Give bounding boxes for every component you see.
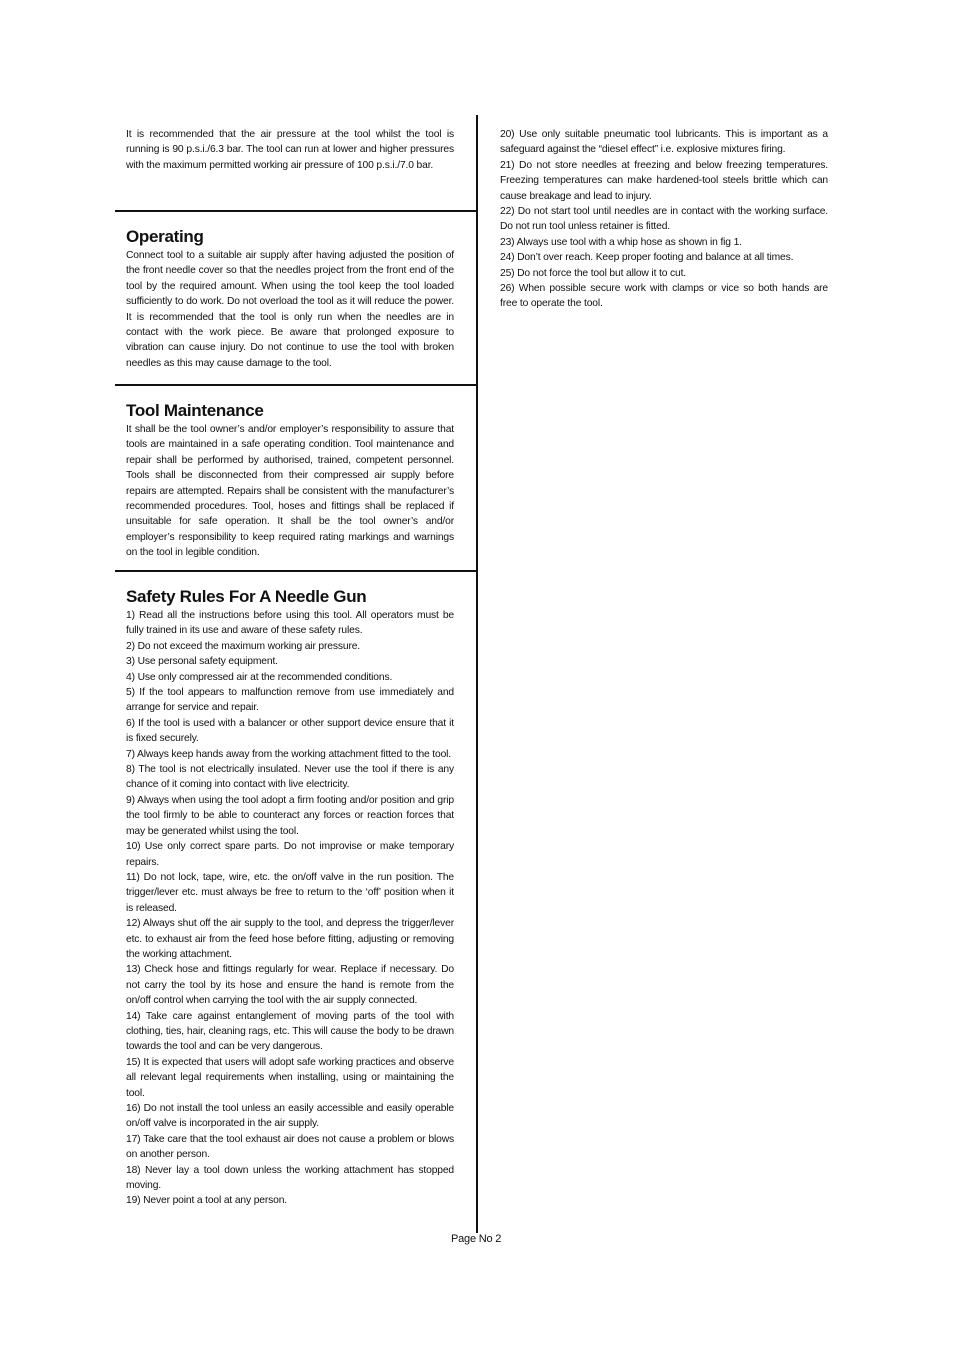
intro-paragraph: It is recommended that the air pressure at the tool whilst the tool is running is 90 p.s.i./6.3 bar. The tool can run at lower and higher pressures with the maximum permitted working air pressure of 100 p.s.i./7.0 bar.	[126, 129, 454, 171]
safety-rule: 5) If the tool appears to malfunction remove from use immediately and arrange for service and repair.	[126, 687, 454, 714]
operating-heading: Operating	[126, 227, 204, 246]
safety-rule: 18) Never lay a tool down unless the working attachment has stopped moving.	[126, 1164, 454, 1192]
safety-rule: 23) Always use tool with a whip hose as shown in fig 1.	[500, 236, 742, 248]
safety-section	[126, 586, 454, 1209]
safety-rule: 16) Do not install the tool unless an easily accessible and easily operable on/off valve is incorporated in the air supply.	[126, 1103, 454, 1130]
page-number: Page No 2	[451, 1233, 502, 1245]
safety-rule: 21) Do not store needles at freezing and below freezing temperatures. Freezing temperatures can make hardened-tool steels brittle which can cause breakage and lead to injury.	[500, 159, 828, 202]
safety-rules-left	[126, 608, 454, 1209]
safety-rule: 6) If the tool is used with a balancer or other support device ensure that it is fixed securely.	[126, 717, 454, 745]
safety-rule: 22) Do not start tool until needles are in contact with the working surface. Do not run tool unless retainer is fitted.	[500, 206, 828, 233]
safety-rule: 11) Do not lock, tape, wire, etc. the on/off valve in the run position. The trigger/lever etc. must always be free to return to the ‘off’ position when it is released.	[126, 871, 454, 914]
maintenance-section	[126, 400, 454, 561]
intro-section	[126, 127, 454, 173]
safety-rule: 17) Take care that the tool exhaust air does not cause a problem or blows on another person.	[126, 1133, 454, 1161]
safety-rules-right	[500, 127, 828, 312]
safety-rule: 7) Always keep hands away from the working attachment fitted to the tool.	[126, 748, 452, 760]
safety-rule: 26) When possible secure work with clamps or vice so both hands are free to operate the tool.	[500, 283, 828, 310]
section-rule-operating	[115, 210, 478, 212]
section-rule-maintenance	[115, 384, 478, 386]
safety-rule: 12) Always shut off the air supply to the tool, and depress the trigger/lever etc. to exhaust air from the feed hose before fitting, adjusting or removing the working attachment.	[126, 918, 454, 960]
safety-rule: 24) Don’t over reach. Keep proper footing and balance at all times.	[500, 252, 794, 264]
safety-rule: 2) Do not exceed the maximum working air pressure.	[126, 640, 361, 652]
safety-rule: 13) Check hose and fittings regularly for wear. Replace if necessary. Do not carry the tool by its hose and ensure the hand is remote from the on/off control when carrying the tool with the air supply connected.	[126, 964, 454, 1007]
maintenance-paragraph: It shall be the tool owner’s and/or employer’s responsibility to assure that tools are maintained in a safe operating condition. Tool maintenance and repair shall be performed by authorised, trained, competent personnel. Tools shall be disconnected from their compressed air supply before repairs are attempted. Repairs shall be consistent with the manufacturer’s recommended procedures. Tool, hoses and fittings shall be replaced if unsuitable for safe operation. It shall be the tool owner’s and/or employer’s responsibility to keep required rating markings and warnings on the tool in legible condition.	[126, 424, 454, 559]
safety-rule: 4) Use only compressed air at the recommended conditions.	[126, 671, 393, 683]
operating-section	[126, 226, 454, 371]
maintenance-heading: Tool Maintenance	[126, 401, 264, 420]
safety-rule: 10) Use only correct spare parts. Do not improvise or make temporary repairs.	[126, 841, 454, 868]
safety-rule: 9) Always when using the tool adopt a firm footing and/or position and grip the tool firmly to be able to counteract any forces or reaction forces that may be generated whilst using the tool.	[126, 794, 454, 837]
operating-paragraph: Connect tool to a suitable air supply after having adjusted the position of the front needle cover so that the needles project from the front end of the tool by the required amount. When using the tool keep the tool loaded sufficiently to do work. Do not overload the tool as it will reduce the power. It is recommended that the tool is only run when the needles are in contact with the work piece. Be aware that prolonged exposure to vibration can cause injury. Do not continue to use the tool with broken needles as this may cause damage to the tool.	[126, 250, 454, 369]
safety-rule: 20) Use only suitable pneumatic tool lubricants. This is important as a safeguard against the “diesel effect” i.e. explosive mixtures firing.	[500, 129, 828, 156]
column-divider	[476, 115, 478, 1233]
safety-rule: 15) It is expected that users will adopt safe working practices and observe all relevant legal requirements when installing, using or maintaining the tool.	[126, 1056, 454, 1099]
safety-rule: 19) Never point a tool at any person.	[126, 1195, 288, 1207]
safety-rule: 3) Use personal safety equipment.	[126, 656, 278, 668]
safety-rule: 8) The tool is not electrically insulated. Never use the tool if there is any chance of it coming into contact with live electricity.	[126, 764, 454, 791]
safety-rule: 25) Do not force the tool but allow it to cut.	[500, 267, 686, 279]
safety-rule: 14) Take care against entanglement of moving parts of the tool with clothing, ties, hair, cleaning rags, etc. This will cause the body to be drawn towards the tool and can be very dangerous.	[126, 1010, 454, 1053]
safety-heading: Safety Rules For A Needle Gun	[126, 587, 367, 606]
safety-rule: 1) Read all the instructions before using this tool. All operators must be fully trained in its use and aware of these safety rules.	[126, 610, 454, 637]
section-rule-safety	[115, 570, 478, 572]
